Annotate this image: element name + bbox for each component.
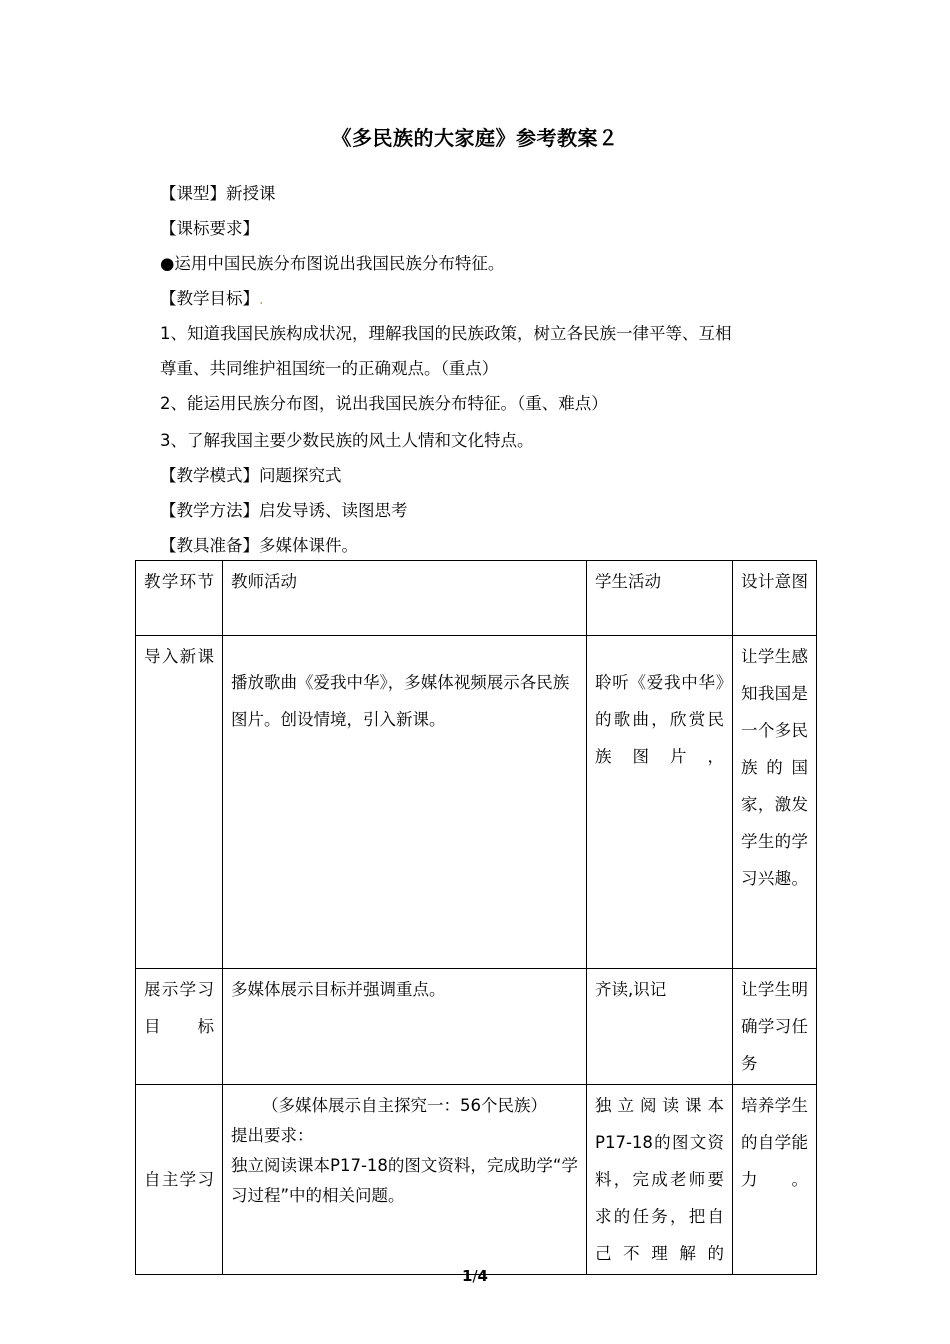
stage-cell: 自主学习: [136, 1085, 223, 1275]
student-cell: 聆听《爱我中华》的歌曲，欣赏民族图片，: [587, 636, 733, 969]
table-row: [136, 1085, 817, 1275]
goal-1-line-1: 1、知道我国民族构成状况，理解我国的民族政策，树立各民族一律平等、互相: [160, 324, 732, 343]
header-stage: 教学环节: [136, 561, 223, 636]
design-cell: 培养学生的自学能力。: [733, 1085, 817, 1275]
stage-cell: 展示学习目标: [136, 969, 223, 1085]
page-number: 1/4: [462, 1267, 488, 1285]
page-title: 《多民族的大家庭》参考教案２: [331, 126, 619, 150]
table-header-row: [136, 561, 817, 636]
student-cell: 独立阅读课本P17-18的图文资料，完成老师要求的任务，把自己不理解的: [587, 1085, 733, 1275]
header-teacher: 教师活动: [223, 561, 587, 636]
lesson-plan-table: [135, 560, 817, 1275]
lesson-type: 【课型】新授课: [160, 184, 276, 203]
goal-1-line-2: 尊重、共同维护祖国统一的正确观点。（重点）: [160, 359, 499, 378]
curriculum-requirement-item: ●运用中国民族分布图说出我国民族分布特征。: [160, 254, 505, 273]
teacher-line: 提出要求：: [231, 1126, 314, 1145]
header-design: 设计意图: [733, 561, 817, 636]
teacher-cell: [223, 1085, 587, 1275]
stage-cell: 导入新课: [136, 636, 223, 969]
design-cell: 让学生感知我国是一个多民族的国家，激发学生的学习兴趣。: [733, 636, 817, 969]
teaching-mode: 【教学模式】问题探究式: [160, 466, 342, 485]
teacher-line: （多媒体展示自主探究一：56个民族）: [262, 1096, 547, 1115]
goal-3: 3、了解我国主要少数民族的风土人情和文化特点。: [160, 431, 534, 450]
teacher-cell: 多媒体展示目标并强调重点。: [223, 969, 587, 1085]
teaching-goals-heading: 【教学目标】.: [160, 289, 264, 308]
goal-2: 2、能运用民族分布图，说出我国民族分布特征。（重、难点）: [160, 394, 608, 413]
teacher-cell: 播放歌曲《爱我中华》，多媒体视频展示各民族图片。创设情境，引入新课。: [223, 636, 587, 969]
header-student: 学生活动: [587, 561, 733, 636]
table-row: [136, 969, 817, 1085]
curriculum-requirement-heading: 【课标要求】: [160, 219, 259, 238]
teaching-method: 【教学方法】启发导诱、读图思考: [160, 501, 408, 520]
table-row: [136, 636, 817, 969]
teaching-materials: 【教具准备】多媒体课件。: [160, 536, 358, 555]
student-cell: 齐读,识记: [587, 969, 733, 1085]
design-cell: 让学生明确学习任务: [733, 969, 817, 1085]
teacher-line: 独立阅读课本P17-18的图文资料，完成助学“学习过程”中的相关问题。: [231, 1156, 578, 1205]
